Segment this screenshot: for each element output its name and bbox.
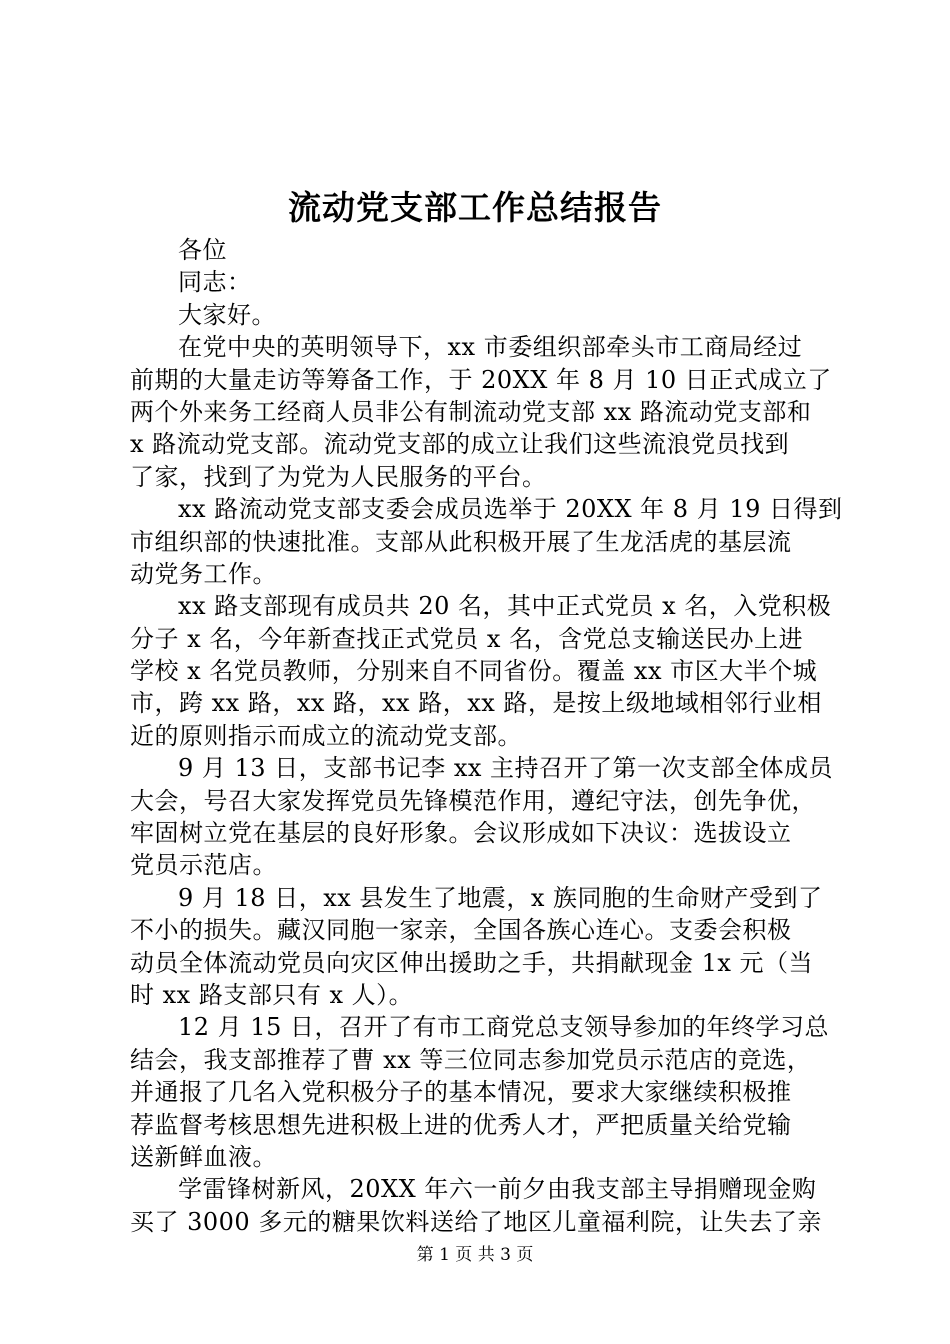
body-line: 分子 x 名，今年新查找正式党员 x 名，含党总支输送民办上进 <box>130 624 804 653</box>
body-line: 学雷锋树新风，20XX 年六一前夕由我支部主导捐赠现金购 <box>178 1175 817 1204</box>
body-line: 党员示范店。 <box>130 851 277 880</box>
document-body <box>130 234 843 1238</box>
body-line: 买了 3000 多元的糖果饮料送给了地区儿童福利院，让失去了亲 <box>130 1207 822 1236</box>
body-line: 学校 x 名党员教师，分别来自不同省份。覆盖 xx 市区大半个城 <box>130 657 818 686</box>
body-line: xx 路流动党支部支委会成员选举于 20XX 年 8 月 19 日得到 <box>178 495 843 524</box>
page-footer: 第 1 页 共 3 页 <box>416 1245 534 1265</box>
document-title: 流动党支部工作总结报告 <box>288 188 662 227</box>
body-line: 大会，号召大家发挥党员先锋模范作用，遵纪守法，创先争优， <box>130 786 816 815</box>
body-line: 不小的损失。藏汉同胞一家亲，全国各族心连心。支委会积极 <box>130 916 792 945</box>
body-line: x 路流动党支部。流动党支部的成立让我们这些流浪党员找到 <box>130 430 790 459</box>
body-line: 牢固树立党在基层的良好形象。会议形成如下决议：选拔设立 <box>130 819 792 848</box>
body-line: 9 月 18 日，xx 县发生了地震，x 族同胞的生命财产受到了 <box>178 883 823 912</box>
body-line: 结会，我支部推荐了曹 xx 等三位同志参加党员示范店的竞选， <box>130 1045 812 1074</box>
body-line: 送新鲜血液。 <box>130 1142 277 1171</box>
body-line: 市，跨 xx 路，xx 路，xx 路，xx 路，是按上级地域相邻行业相 <box>130 689 822 718</box>
body-line: 在党中央的英明领导下，xx 市委组织部牵头市工商局经过 <box>178 333 803 362</box>
body-line: xx 路支部现有成员共 20 名，其中正式党员 x 名，入党积极 <box>178 592 832 621</box>
body-line: 前期的大量走访等筹备工作，于 20XX 年 8 月 10 日正式成立了 <box>130 365 832 394</box>
body-line: 了家，找到了为党为人民服务的平台。 <box>130 462 547 491</box>
body-line: 市组织部的快速批准。支部从此积极开展了生龙活虎的基层流 <box>130 527 792 556</box>
body-line: 12 月 15 日，召开了有市工商党总支领导参加的年终学习总 <box>178 1013 829 1042</box>
body-line: 动党务工作。 <box>130 559 277 588</box>
body-line: 大家好。 <box>178 300 276 329</box>
body-line: 动员全体流动党员向灾区伸出援助之手，共捐献现金 1x 元（当 <box>130 948 814 977</box>
body-line: 同志： <box>178 268 252 297</box>
body-line: 各位 <box>178 236 227 264</box>
body-line: 近的原则指示而成立的流动党支部。 <box>130 721 522 750</box>
body-line: 两个外来务工经商人员非公有制流动党支部 xx 路流动党支部和 <box>130 397 812 426</box>
body-line: 并通报了几名入党积极分子的基本情况，要求大家继续积极推 <box>130 1078 792 1107</box>
body-line: 荐监督考核思想先进积极上进的优秀人才，严把质量关给党输 <box>130 1110 792 1139</box>
body-line: 9 月 13 日，支部书记李 xx 主持召开了第一次支部全体成员 <box>178 754 834 783</box>
body-line: 时 xx 路支部只有 x 人）。 <box>130 980 414 1009</box>
